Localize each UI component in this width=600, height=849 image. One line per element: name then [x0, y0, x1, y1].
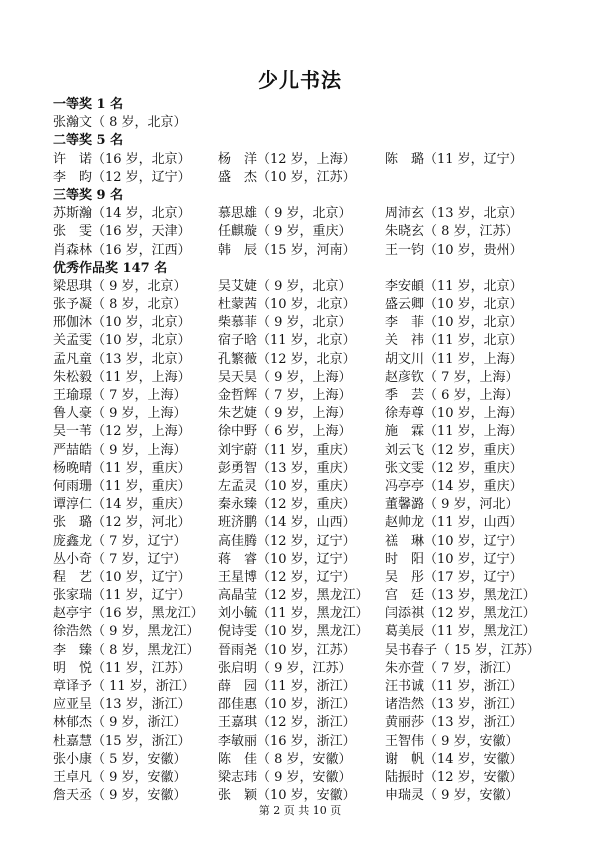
winner-row	[53, 223, 553, 241]
winner-row	[53, 405, 553, 423]
winner-entry: 吴 彤（17 岁，辽宁）	[385, 569, 523, 585]
winner-entry: 薛 园（11 岁，浙江）	[218, 679, 356, 694]
winner-entry: 施 霖（11 岁，上海）	[385, 424, 523, 440]
winner-entry: 刘云飞（12 岁，重庆）	[385, 442, 523, 458]
section-heading: 优秀作品奖 147 名	[53, 260, 168, 276]
winner-row	[53, 678, 553, 696]
winner-entry: 肖森林（16 岁，江西）	[53, 242, 191, 258]
winner-entry: 禚 琳（10 岁，辽宁）	[385, 533, 523, 549]
winner-row	[53, 751, 553, 769]
page-footer: 第 2 页 共 10 页	[258, 804, 342, 817]
winner-entry: 陆振时（12 岁，安徽）	[385, 769, 523, 785]
winner-row	[53, 496, 553, 514]
winner-row	[53, 278, 553, 296]
winner-entry: 吴天昊（ 9 岁，上海）	[218, 369, 352, 385]
winner-row	[53, 769, 553, 787]
winner-entry: 李 昀（12 岁，辽宁）	[53, 169, 191, 185]
winner-entry: 朱艺婕（ 9 岁，上海）	[218, 406, 352, 422]
winner-entry: 孟凡童（13 岁，北京）	[53, 351, 191, 367]
winner-entry: 谭淳仁（14 岁，重庆）	[53, 497, 191, 513]
winner-entry: 宿子晗（11 岁，北京）	[218, 333, 356, 349]
winner-entry: 周沛玄（13 岁，北京）	[385, 206, 523, 222]
winner-row	[53, 514, 553, 532]
winner-entry: 徐寿尊（10 岁，上海）	[385, 406, 523, 422]
winner-entry: 李 臻（ 8 岁，黑龙江）	[53, 642, 200, 658]
winner-entry: 申瑞灵（ 9 岁，安徽）	[385, 788, 519, 804]
winner-entry: 盛云卿（10 岁，北京）	[385, 297, 523, 313]
winner-row	[53, 460, 553, 478]
winner-row	[53, 369, 553, 387]
winner-entry: 冯亭亭（14 岁，重庆）	[385, 478, 523, 494]
winner-entry: 李安頔（11 岁，北京）	[385, 278, 523, 294]
section-heading: 一等奖 1 名	[53, 97, 124, 112]
winner-row	[53, 205, 553, 223]
section-heading: 二等奖 5 名	[53, 133, 124, 149]
winner-entry: 严喆皓（ 9 岁，上海）	[53, 442, 187, 458]
winner-entry: 韩 辰（15 岁，河南）	[218, 242, 356, 258]
winner-entry: 倪诗雯（10 岁，黑龙江）	[218, 624, 369, 640]
winner-entry: 陈 璐（11 岁，辽宁）	[385, 151, 523, 167]
winner-entry: 董馨潞（ 9 岁，河北）	[385, 497, 519, 513]
winner-entry: 程 艺（10 岁，辽宁）	[53, 569, 191, 585]
winner-row	[53, 332, 553, 350]
winner-entry: 秦永臻（12 岁，重庆）	[218, 497, 356, 513]
winner-entry: 李敏丽（16 岁，浙江）	[218, 733, 356, 749]
winner-entry: 应亚呈（13 岁，浙江）	[53, 697, 191, 713]
winner-entry: 蒋 睿（10 岁，辽宁）	[218, 551, 356, 567]
winner-entry: 汪书诚（11 岁，浙江）	[385, 679, 523, 694]
winner-entry: 梁思琪（ 9 岁，北京）	[53, 278, 187, 294]
winner-entry: 葛美辰（11 岁，黑龙江）	[385, 624, 536, 640]
winner-entry: 刘小毓（11 岁，黑龙江）	[218, 606, 369, 622]
winner-entry: 关 祎（11 岁，北京）	[385, 333, 523, 349]
winner-row	[53, 114, 553, 132]
winner-entry: 谢 帆（14 岁，安徽）	[385, 751, 523, 767]
winner-entry: 张 颖（10 岁，安徽）	[218, 788, 356, 804]
winner-entry: 季 芸（ 6 岁，上海）	[385, 388, 519, 403]
winner-entry: 张小康（ 5 岁，安徽）	[53, 751, 187, 767]
winner-entry: 朱晓玄（ 8 岁，江苏）	[385, 224, 519, 240]
winner-entry: 朱亦萱（ 7 岁，浙江）	[385, 660, 519, 676]
winner-entry: 孔繁薇（12 岁，北京）	[218, 351, 356, 367]
winner-entry: 苏斯瀚（14 岁，北京）	[53, 206, 191, 222]
winner-row	[53, 660, 553, 678]
winner-entry: 章译予（ 11 岁，浙江）	[53, 679, 195, 694]
winner-entry: 王星博（12 岁，辽宁）	[218, 569, 356, 585]
winner-row	[53, 423, 553, 441]
winner-entry: 赵帅龙（11 岁，山西）	[385, 515, 523, 531]
winner-entry: 李 菲（10 岁，北京）	[385, 315, 523, 331]
winner-row	[53, 442, 553, 460]
winner-row	[53, 642, 553, 660]
winner-row	[53, 296, 553, 314]
winner-entry: 梁志玮（ 9 岁，安徽）	[218, 769, 352, 785]
winner-row	[53, 696, 553, 714]
winner-entry: 时 阳（10 岁，辽宁）	[385, 551, 523, 567]
winner-entry: 杜蒙茜（10 岁，北京）	[218, 297, 356, 313]
winner-entry: 黄丽莎（13 岁，浙江）	[385, 715, 523, 731]
winner-entry: 诸浩然（13 岁，浙江）	[385, 697, 523, 713]
winner-entry: 丛小奇（ 7 岁，辽宁）	[53, 551, 187, 567]
winner-entry: 邵佳惠（10 岁，浙江）	[218, 697, 356, 713]
winner-entry: 赵彦钦（ 7 岁，上海）	[385, 369, 519, 385]
winner-entry: 高晶莹（12 岁，黑龙江）	[218, 588, 369, 604]
winner-entry: 宫 廷（13 岁，黑龙江）	[385, 588, 536, 604]
winner-entry: 明 悦（11 岁，江苏）	[53, 660, 191, 676]
winner-entry: 吴书春子（ 15 岁，江苏）	[385, 642, 540, 658]
winner-entry: 左孟灵（10 岁，重庆）	[218, 478, 356, 494]
winner-entry: 鲁人豪（ 9 岁，上海）	[53, 406, 187, 422]
winner-entry: 徐浩然（ 9 岁，黑龙江）	[53, 624, 200, 640]
winner-entry: 张予凝（ 8 岁，北京）	[53, 297, 187, 313]
winner-row	[53, 551, 553, 569]
winner-entry: 杜嘉慧（15 岁，浙江）	[53, 733, 191, 749]
winner-entry: 王嘉琪（12 岁，浙江）	[218, 715, 356, 731]
winner-row	[53, 733, 553, 751]
winner-entry: 盛 杰（10 岁，江苏）	[218, 169, 356, 185]
winner-row	[53, 242, 553, 260]
winner-entry: 张 雯（16 岁，天津）	[53, 224, 191, 240]
winner-entry: 吴艾婕（ 9 岁，北京）	[218, 278, 352, 294]
winner-entry: 吴一苇（12 岁，上海）	[53, 424, 191, 440]
winner-entry: 王一钧（10 岁，贵州）	[385, 242, 523, 258]
winner-entry: 慕思雄（ 9 岁，北京）	[218, 206, 352, 222]
winner-row	[53, 533, 553, 551]
winner-entry: 张文雯（12 岁，重庆）	[385, 460, 523, 476]
winner-entry: 胡文川（11 岁，上海）	[385, 351, 523, 367]
winner-entry: 张瀚文（ 8 岁，北京）	[53, 115, 187, 131]
winner-entry: 班济鹏（14 岁，山西）	[218, 515, 356, 531]
winner-entry: 陈 佳（ 8 岁，安徽）	[218, 751, 352, 767]
winner-entry: 关孟雯（10 岁，北京）	[53, 333, 191, 349]
section-heading: 三等奖 9 名	[53, 187, 124, 203]
winner-entry: 任麒璇（ 9 岁，重庆）	[218, 224, 352, 240]
winner-row	[53, 387, 553, 405]
winner-entry: 晉雨尧（10 岁，江苏）	[218, 642, 356, 658]
winner-entry: 林郁杰（ 9 岁，浙江）	[53, 715, 187, 731]
winner-entry: 闫添祺（12 岁，黑龙江）	[385, 606, 536, 622]
winner-entry: 金哲辉（ 7 岁，上海）	[218, 388, 352, 403]
winner-row	[53, 605, 553, 623]
winner-entry: 詹天丞（ 9 岁，安徽）	[53, 788, 187, 804]
winner-entry: 杨 洋（12 岁，上海）	[218, 151, 356, 167]
winner-entry: 高佳腾（12 岁，辽宁）	[218, 533, 356, 549]
winner-row	[53, 314, 553, 332]
winner-entry: 张家瑞（11 岁，辽宁）	[53, 588, 191, 604]
winner-entry: 邢伽沐（10 岁，北京）	[53, 315, 191, 331]
winner-entry: 何雨珊（11 岁，重庆）	[53, 478, 191, 494]
winner-row	[53, 169, 553, 187]
winner-row	[53, 569, 553, 587]
winner-row	[53, 478, 553, 496]
winner-entry: 许 诺（16 岁，北京）	[53, 151, 191, 167]
winner-row	[53, 151, 553, 169]
winner-entry: 王卓凡（ 9 岁，安徽）	[53, 769, 187, 785]
winner-entry: 杨晚晴（11 岁，重庆）	[53, 460, 191, 476]
winner-entry: 张启明（ 9 岁，江苏）	[218, 660, 352, 676]
award-list	[53, 96, 553, 805]
winner-row	[53, 587, 553, 605]
page-title: 少儿书法	[258, 68, 342, 92]
winner-entry: 刘宇蔚（11 岁，重庆）	[218, 442, 356, 458]
winner-row	[53, 623, 553, 641]
winner-entry: 王智伟（ 9 岁，安徽）	[385, 733, 519, 749]
winner-entry: 朱松毅（11 岁，上海）	[53, 369, 191, 385]
winner-entry: 庞鑫龙（ 7 岁，辽宁）	[53, 533, 187, 549]
winner-entry: 赵亭宇（16 岁，黑龙江）	[53, 606, 204, 622]
winner-entry: 徐中野（ 6 岁，上海）	[218, 424, 352, 440]
winner-entry: 张 璐（12 岁，河北）	[53, 515, 191, 531]
winner-entry: 王瑜璟（ 7 岁，上海）	[53, 388, 187, 403]
winner-row	[53, 351, 553, 369]
winner-row	[53, 714, 553, 732]
winner-entry: 彭勇智（13 岁，重庆）	[218, 460, 356, 476]
winner-entry: 柴慕菲（ 9 岁，北京）	[218, 315, 352, 331]
